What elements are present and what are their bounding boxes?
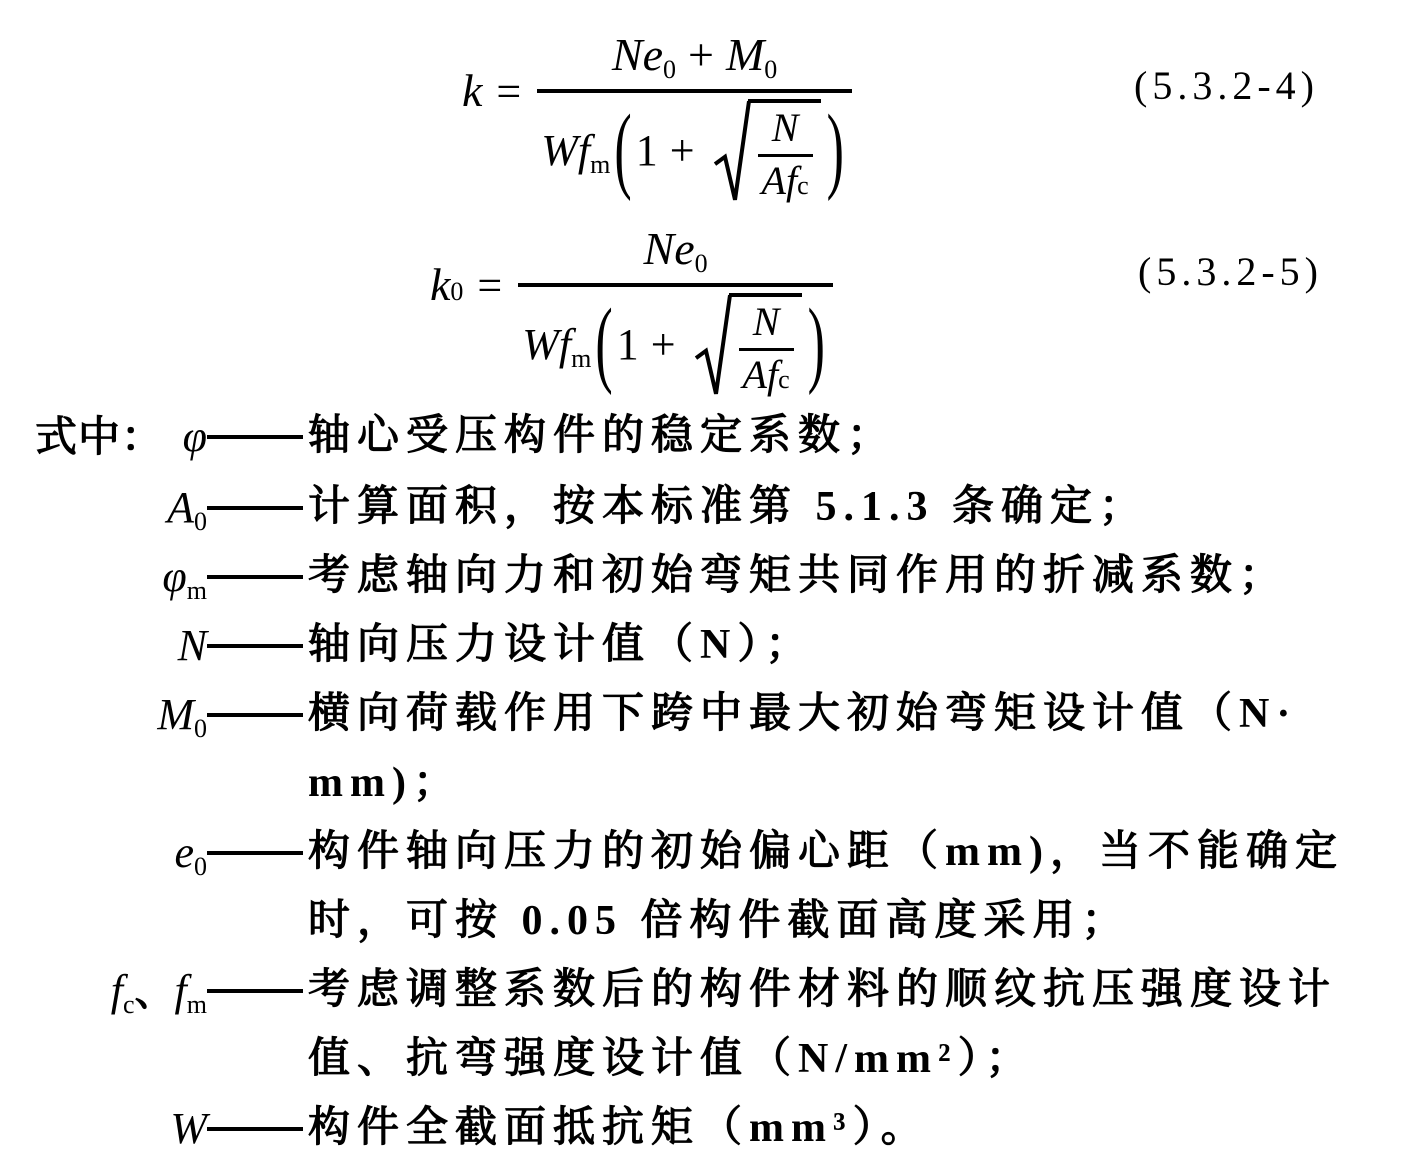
definition-text (308, 680, 1297, 818)
symbol-definitions-list (35, 402, 1400, 1163)
square-root (713, 99, 821, 204)
denominator-coefficient: $Wf_m$ (541, 125, 611, 179)
definition-dash (207, 644, 303, 648)
radicand-denominator: Af c (758, 154, 813, 202)
definition-text-line: 构件轴向压力的初始偏心距（mm)，当不能确定 (308, 829, 1344, 875)
equation1-lhs-symbol: k (462, 65, 483, 116)
definition-dash (207, 575, 303, 579)
definition-symbol: $\varphi_m$ (162, 552, 207, 605)
definition-text (308, 473, 1148, 542)
definition-row-M0 (35, 680, 1400, 818)
definition-text-line: 计算面积，按本标准第 5.1.3 条确定； (308, 484, 1149, 530)
plus-operator: + (650, 319, 676, 369)
equation1-fraction (537, 30, 852, 204)
symbol-separator: 、 (134, 969, 175, 1014)
definition-text-line: 构件全截面抵抗矩（mm³）。 (308, 1105, 930, 1151)
square-root (694, 293, 802, 398)
definition-text (308, 1094, 930, 1163)
radicand-fraction (758, 104, 813, 203)
definition-symbol: $A_0$ (167, 483, 207, 536)
radicand-numerator: N (771, 104, 799, 150)
plus-operator: + (669, 125, 695, 175)
open-paren: ( (595, 291, 613, 397)
definition-text (308, 402, 896, 471)
definition-text-line: 考虑调整系数后的构件材料的顺纹抗压强度设计 (308, 967, 1338, 1013)
numerator-term-2: $M_0$ (725, 29, 778, 84)
numerator-term-1: $Ne_0$ (611, 29, 677, 84)
constant-one: 1 (616, 319, 639, 369)
open-paren: ( (614, 97, 632, 203)
definition-symbol: $e_0$ (174, 828, 207, 881)
definition-symbol: W (170, 1104, 207, 1153)
denominator-coefficient: $Wf_m$ (522, 319, 592, 373)
equation2-numerator (634, 224, 718, 283)
definition-text (308, 956, 1337, 1094)
definition-dash (207, 435, 303, 439)
equation1-numerator (602, 30, 787, 89)
definition-row-W (35, 1094, 1400, 1163)
definition-text-line: 值、抗弯强度设计值（N/mm²）； (308, 1036, 1035, 1082)
constant-one: 1 (635, 125, 658, 175)
equation2-lhs-symbol: k (430, 259, 451, 310)
definition-symbol: 式中： φ (35, 402, 207, 473)
equation1-lhs (462, 64, 482, 117)
definition-row-phi-m (35, 542, 1400, 611)
radicand-denominator: Af c (739, 348, 794, 396)
definition-text-line: 横向荷载作用下跨中最大初始弯矩设计值（N· (308, 691, 1298, 737)
equation2-lhs: k 0 (430, 259, 464, 310)
close-paren: ) (807, 291, 825, 397)
radicand (748, 99, 821, 204)
numerator-term-1: $Ne_0$ (643, 223, 708, 278)
definition-row-A0 (35, 473, 1400, 542)
definition-dash (207, 989, 303, 993)
definition-dash (207, 713, 303, 717)
equation2-number: (5.3.2-5) (1138, 249, 1323, 294)
definition-text-line: 轴向压力设计值（N）； (308, 622, 815, 668)
definition-dash (207, 506, 303, 510)
equation1-number: (5.3.2-4) (1134, 63, 1319, 108)
definition-text (308, 818, 1344, 956)
definition-row-fc-fm (35, 956, 1400, 1094)
definition-text-line: 考虑轴向力和初始弯矩共同作用的折减系数； (308, 553, 1289, 599)
plus-operator: + (688, 29, 714, 80)
radical-icon (694, 293, 732, 398)
definition-row-N (35, 611, 1400, 680)
definition-symbol: N (177, 621, 207, 670)
where-label: 式中： (35, 415, 165, 461)
equation2-denominator (518, 283, 833, 398)
definition-text-line: 时，可按 0.05 倍构件截面高度采用； (308, 898, 1131, 944)
close-paren: ) (826, 97, 844, 203)
equation-5-3-2-4 (462, 30, 852, 204)
radicand-fraction (739, 298, 794, 397)
radicand (729, 293, 802, 398)
definition-row-e0 (35, 818, 1400, 956)
definition-dash (207, 1127, 303, 1131)
equation-5-3-2-5 (430, 224, 833, 398)
equation2-fraction (518, 224, 833, 398)
definition-dash (207, 851, 303, 855)
definition-text-line: mm)； (308, 760, 462, 806)
definition-symbol: $f_c$ 、 $f_m$ (35, 956, 207, 1026)
definition-text (308, 542, 1288, 611)
equals-sign: = (477, 261, 503, 310)
definition-symbol: $M_0$ (157, 690, 207, 743)
definition-text (308, 611, 814, 680)
equals-sign: = (496, 67, 522, 116)
radicand-numerator: N (752, 298, 780, 344)
radical-icon (713, 99, 751, 204)
definition-row-phi (35, 402, 1400, 473)
equation1-denominator (537, 89, 852, 204)
definition-text-line: 轴心受压构件的稳定系数； (308, 413, 897, 459)
